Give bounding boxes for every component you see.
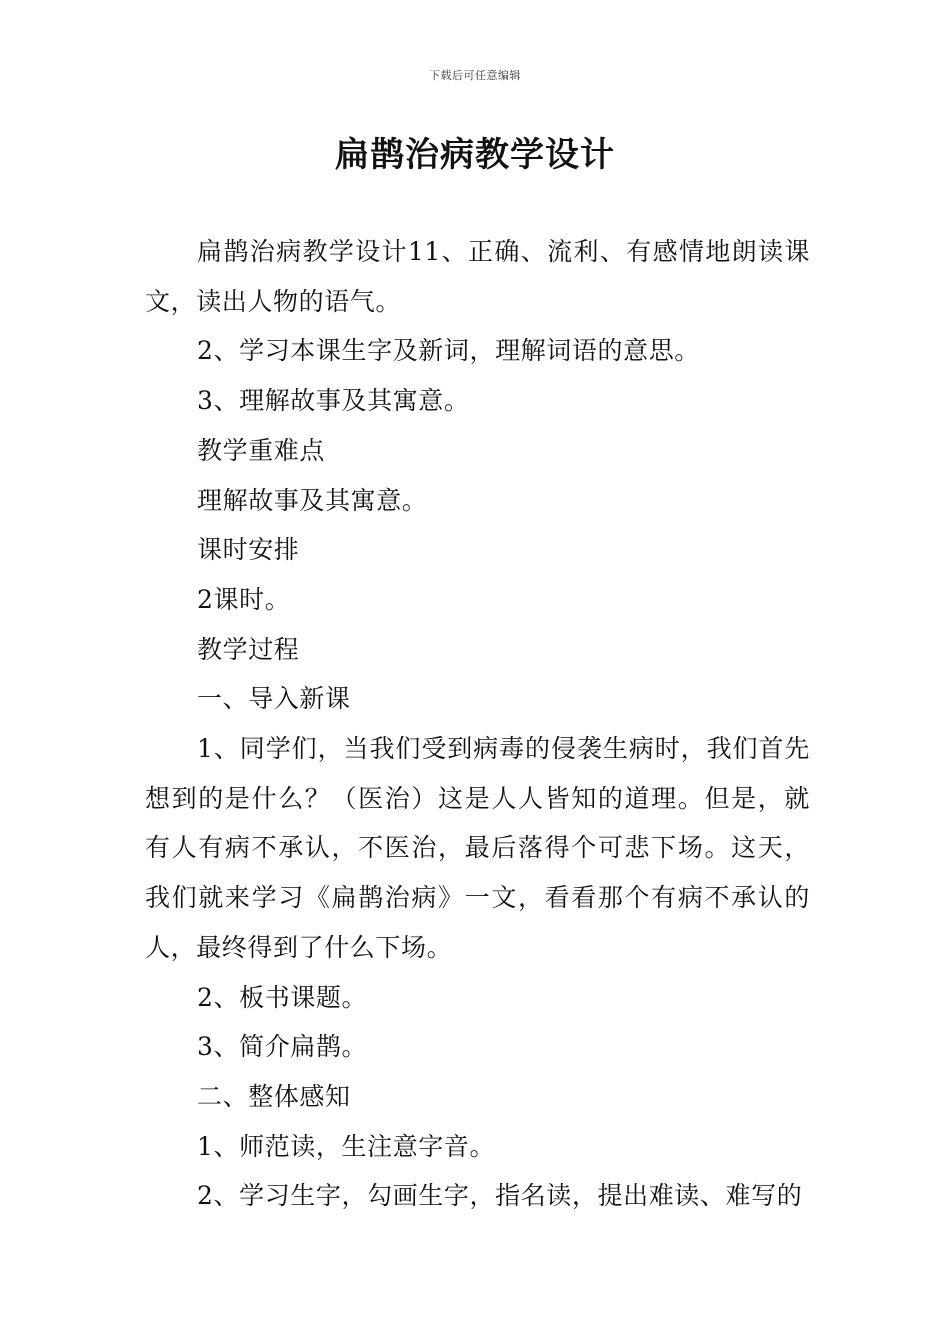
heading-key-points: 教学重难点 (197, 435, 326, 465)
heading-section-1: 一、导入新课 (197, 684, 351, 714)
heading-section-2: 二、整体感知 (197, 1081, 351, 1111)
paragraph-overview-2: 2、学习生字，勾画生字，指名读，提出难读、难写的 (197, 1181, 803, 1211)
paragraph-key-points: 理解故事及其寓意。 (197, 485, 428, 515)
paragraph-objective-3: 3、理解故事及其寓意。 (197, 386, 470, 416)
paragraph-overview-1: 1、师范读，生注意字音。 (197, 1131, 496, 1161)
heading-process: 教学过程 (197, 634, 300, 664)
paragraph-intro-1: 1、同学们，当我们受到病毒的侵袭生病时，我们首先想到的是什么？（医治）这是人人皆知的道理。但是，就有人有病不承认，不医治，最后落得个可悲下场。这天，我们就来学习《扁鹊治病》一文，看看那个有病不承认的人，最终得到了什么下场。 (145, 734, 810, 962)
header-note: 下载后可任意编辑 (429, 69, 521, 82)
paragraph-schedule: 2课时。 (197, 584, 291, 614)
paragraph-objective-1: 扁鹊治病教学设计11、正确、流利、有感情地朗读课文，读出人物的语气。 (145, 237, 810, 316)
document-body (145, 227, 810, 1221)
paragraph-intro-2: 2、板书课题。 (197, 982, 368, 1012)
paragraph-intro-3: 3、简介扁鹊。 (197, 1032, 368, 1062)
heading-schedule: 课时安排 (197, 535, 300, 565)
paragraph-objective-2: 2、学习本课生字及新词，理解词语的意思。 (197, 336, 700, 366)
document-title: 扁鹊治病教学设计 (335, 135, 615, 175)
